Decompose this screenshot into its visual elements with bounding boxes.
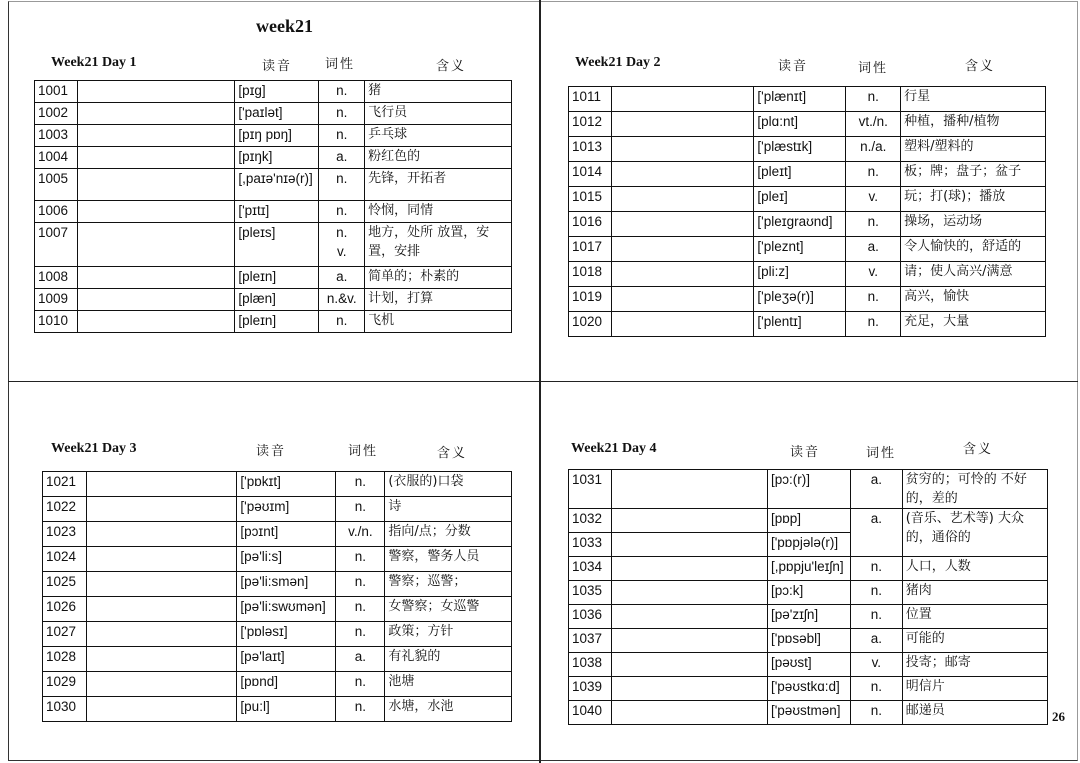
- meaning-cell: 玩；打(球)；播放: [901, 187, 1046, 212]
- pronunciation-cell: [,pɒpju'leɪʃn]: [767, 557, 850, 581]
- pronunciation-cell: ['pleɪgraʊnd]: [754, 212, 846, 237]
- table-row: [35, 147, 512, 169]
- meaning-cell: 塑料/塑料的: [901, 137, 1046, 162]
- pronunciation-cell: [pə'laɪt]: [237, 647, 336, 672]
- meaning-cell: 明信片: [902, 677, 1047, 701]
- day4-table: [568, 469, 1048, 725]
- part-of-speech-cell: n.: [846, 87, 901, 112]
- table-row: [35, 103, 512, 125]
- meaning-cell: 飞机: [365, 311, 512, 333]
- word-number: 1027: [43, 622, 87, 647]
- word-number: 1004: [35, 147, 78, 169]
- part-of-speech-cell: n.: [336, 572, 385, 597]
- pronunciation-cell: ['pɒpjələ(r)]: [767, 533, 850, 557]
- table-row: [569, 162, 1046, 187]
- part-of-speech-cell: n.: [850, 557, 902, 581]
- meaning-cell: 人口，人数: [902, 557, 1047, 581]
- table-row: [35, 201, 512, 223]
- table-row: [35, 81, 512, 103]
- part-of-speech-cell: n.: [336, 672, 385, 697]
- day4-col-mean: 含义: [963, 441, 994, 456]
- table-row: [569, 237, 1046, 262]
- meaning-cell: 女警察；女巡警: [385, 597, 512, 622]
- pronunciation-cell: [,paɪə'nɪə(r)]: [235, 169, 319, 201]
- day1-title: Week21 Day 1: [51, 55, 137, 70]
- part-of-speech-cell: n.: [319, 81, 365, 103]
- pronunciation-cell: ['pɪtɪ]: [235, 201, 319, 223]
- meaning-cell: 计划，打算: [365, 289, 512, 311]
- part-of-speech-cell: a.: [850, 509, 902, 557]
- word-number: 1034: [569, 557, 612, 581]
- meaning-cell: 有礼貌的: [385, 647, 512, 672]
- week-title: week21: [256, 16, 313, 36]
- meaning-cell: 池塘: [385, 672, 512, 697]
- word-blank-cell: [611, 557, 767, 581]
- pronunciation-cell: [pleɪt]: [754, 162, 846, 187]
- day1-col-mean: 含义: [436, 58, 467, 73]
- part-of-speech-cell: a.: [336, 647, 385, 672]
- word-blank-cell: [77, 201, 234, 223]
- day4-col-pron: 读音: [790, 444, 821, 459]
- word-number: 1031: [569, 470, 612, 509]
- word-number: 1026: [43, 597, 87, 622]
- part-of-speech-cell: n.: [336, 622, 385, 647]
- table-row: [43, 697, 512, 722]
- day2-col-pron: 读音: [778, 58, 809, 73]
- word-blank-cell: [611, 701, 767, 725]
- pronunciation-cell: ['paɪlət]: [235, 103, 319, 125]
- word-blank-cell: [611, 87, 754, 112]
- pronunciation-cell: [pəʊst]: [767, 653, 850, 677]
- day3-col-mean: 含义: [437, 445, 468, 460]
- word-blank-cell: [86, 647, 236, 672]
- part-of-speech-cell: a.: [319, 147, 365, 169]
- pronunciation-cell: [plɑ:nt]: [754, 112, 846, 137]
- part-of-speech-cell: n.: [336, 547, 385, 572]
- pronunciation-cell: [plæn]: [235, 289, 319, 311]
- day2-col-pos: 词性: [858, 60, 889, 75]
- table-row: [569, 137, 1046, 162]
- table-row: [569, 581, 1048, 605]
- pronunciation-cell: ['pleznt]: [754, 237, 846, 262]
- meaning-cell: 猪: [365, 81, 512, 103]
- word-blank-cell: [611, 533, 767, 557]
- word-blank-cell: [611, 187, 754, 212]
- table-row: [569, 212, 1046, 237]
- table-row: [43, 622, 512, 647]
- table-row: [569, 287, 1046, 312]
- pronunciation-cell: [pli:z]: [754, 262, 846, 287]
- word-blank-cell: [77, 147, 234, 169]
- meaning-cell: 邮递员: [902, 701, 1047, 725]
- meaning-cell: 先锋，开拓者: [365, 169, 512, 201]
- word-blank-cell: [77, 289, 234, 311]
- word-number: 1025: [43, 572, 87, 597]
- horizontal-divider: [8, 381, 1078, 382]
- day3-title: Week21 Day 3: [51, 441, 137, 456]
- part-of-speech-cell: n.: [336, 497, 385, 522]
- table-row: [569, 605, 1048, 629]
- word-number: 1016: [569, 212, 612, 237]
- pronunciation-cell: [pɔ:k]: [767, 581, 850, 605]
- meaning-cell: 行星: [901, 87, 1046, 112]
- part-of-speech-cell: n.: [319, 103, 365, 125]
- word-number: 1018: [569, 262, 612, 287]
- part-of-speech-cell: n.: [336, 597, 385, 622]
- table-row: [43, 672, 512, 697]
- table-row: [569, 557, 1048, 581]
- table-row: [569, 470, 1048, 509]
- table-row: [569, 653, 1048, 677]
- word-blank-cell: [86, 572, 236, 597]
- day1-table: [34, 80, 512, 333]
- table-row: [43, 472, 512, 497]
- word-blank-cell: [611, 470, 767, 509]
- part-of-speech-cell: n.: [846, 162, 901, 187]
- word-blank-cell: [86, 522, 236, 547]
- table-row: [569, 112, 1046, 137]
- table-row: [35, 267, 512, 289]
- word-number: 1036: [569, 605, 612, 629]
- part-of-speech-cell: n. v.: [319, 223, 365, 267]
- part-of-speech-cell: n.: [850, 677, 902, 701]
- day1-col-pos: 词性: [325, 56, 356, 71]
- meaning-cell: 投寄；邮寄: [902, 653, 1047, 677]
- word-blank-cell: [611, 605, 767, 629]
- part-of-speech-cell: n.: [850, 701, 902, 725]
- table-row: [569, 629, 1048, 653]
- word-blank-cell: [611, 137, 754, 162]
- word-number: 1005: [35, 169, 78, 201]
- word-number: 1008: [35, 267, 78, 289]
- part-of-speech-cell: n.: [336, 472, 385, 497]
- word-number: 1030: [43, 697, 87, 722]
- part-of-speech-cell: n.: [846, 287, 901, 312]
- word-blank-cell: [611, 509, 767, 533]
- word-number: 1032: [569, 509, 612, 533]
- day3-col-pron: 读音: [256, 443, 287, 458]
- table-row: [569, 262, 1046, 287]
- word-blank-cell: [611, 162, 754, 187]
- word-number: 1006: [35, 201, 78, 223]
- word-number: 1017: [569, 237, 612, 262]
- table-row: [35, 311, 512, 333]
- table-row: [35, 289, 512, 311]
- meaning-cell: 粉红色的: [365, 147, 512, 169]
- table-row: [43, 547, 512, 572]
- table-row: [569, 677, 1048, 701]
- word-number: 1028: [43, 647, 87, 672]
- part-of-speech-cell: v.: [846, 187, 901, 212]
- meaning-cell: 令人愉快的，舒适的: [901, 237, 1046, 262]
- word-blank-cell: [77, 169, 234, 201]
- pronunciation-cell: ['pəʊɪm]: [237, 497, 336, 522]
- pronunciation-cell: [pə'li:smən]: [237, 572, 336, 597]
- pronunciation-cell: [pɪŋk]: [235, 147, 319, 169]
- meaning-cell: 位置: [902, 605, 1047, 629]
- meaning-cell: 怜悯，同情: [365, 201, 512, 223]
- meaning-cell: 飞行员: [365, 103, 512, 125]
- word-number: 1024: [43, 547, 87, 572]
- meaning-cell: 贫穷的；可怜的 不好的，差的: [902, 470, 1047, 509]
- word-blank-cell: [611, 677, 767, 701]
- meaning-cell: 种植，播种/植物: [901, 112, 1046, 137]
- meaning-cell: 板；牌；盘子；盆子: [901, 162, 1046, 187]
- word-blank-cell: [77, 311, 234, 333]
- table-row: [569, 509, 1048, 533]
- word-number: 1015: [569, 187, 612, 212]
- word-number: 1014: [569, 162, 612, 187]
- part-of-speech-cell: vt./n.: [846, 112, 901, 137]
- pronunciation-cell: ['pɒləsɪ]: [237, 622, 336, 647]
- part-of-speech-cell: n.: [319, 311, 365, 333]
- meaning-cell: 诗: [385, 497, 512, 522]
- meaning-cell: 可能的: [902, 629, 1047, 653]
- pronunciation-cell: ['pəʊstmən]: [767, 701, 850, 725]
- part-of-speech-cell: v.: [846, 262, 901, 287]
- table-row: [569, 87, 1046, 112]
- word-blank-cell: [86, 472, 236, 497]
- word-blank-cell: [77, 223, 234, 267]
- word-blank-cell: [86, 597, 236, 622]
- part-of-speech-cell: n.: [319, 125, 365, 147]
- table-row: [43, 647, 512, 672]
- word-blank-cell: [611, 581, 767, 605]
- part-of-speech-cell: a.: [319, 267, 365, 289]
- word-blank-cell: [77, 81, 234, 103]
- table-row: [569, 701, 1048, 725]
- word-blank-cell: [611, 629, 767, 653]
- pronunciation-cell: [pleɪn]: [235, 311, 319, 333]
- day1-col-pron: 读音: [262, 58, 293, 73]
- part-of-speech-cell: n.: [850, 605, 902, 629]
- word-number: 1019: [569, 287, 612, 312]
- meaning-cell: 简单的；朴素的: [365, 267, 512, 289]
- word-blank-cell: [611, 653, 767, 677]
- word-number: 1023: [43, 522, 87, 547]
- word-number: 1038: [569, 653, 612, 677]
- part-of-speech-cell: n.: [319, 169, 365, 201]
- pronunciation-cell: [pleɪn]: [235, 267, 319, 289]
- pronunciation-cell: [pɔɪnt]: [237, 522, 336, 547]
- word-blank-cell: [611, 112, 754, 137]
- day2-title: Week21 Day 2: [575, 55, 661, 70]
- day4-col-pos: 词性: [866, 445, 897, 460]
- page-number: 26: [1052, 709, 1065, 724]
- day4-title: Week21 Day 4: [571, 441, 657, 456]
- pronunciation-cell: ['pleʒə(r)]: [754, 287, 846, 312]
- word-number: 1020: [569, 312, 612, 337]
- pronunciation-cell: [pɪg]: [235, 81, 319, 103]
- meaning-cell: 警察；巡警；: [385, 572, 512, 597]
- part-of-speech-cell: n.: [319, 201, 365, 223]
- meaning-cell: 警察，警务人员: [385, 547, 512, 572]
- table-row: [35, 125, 512, 147]
- word-number: 1033: [569, 533, 612, 557]
- meaning-cell: 乒乓球: [365, 125, 512, 147]
- table-row: [569, 312, 1046, 337]
- part-of-speech-cell: a.: [850, 470, 902, 509]
- part-of-speech-cell: a.: [846, 237, 901, 262]
- part-of-speech-cell: n.: [850, 581, 902, 605]
- meaning-cell: 高兴，愉快: [901, 287, 1046, 312]
- word-blank-cell: [611, 237, 754, 262]
- pronunciation-cell: [pleɪ]: [754, 187, 846, 212]
- pronunciation-cell: ['pɒkɪt]: [237, 472, 336, 497]
- table-row: [35, 223, 512, 267]
- part-of-speech-cell: n.&v.: [319, 289, 365, 311]
- word-number: 1029: [43, 672, 87, 697]
- day3-table: [42, 471, 512, 722]
- part-of-speech-cell: v.: [850, 653, 902, 677]
- word-blank-cell: [86, 697, 236, 722]
- day2-table: [568, 86, 1046, 337]
- part-of-speech-cell: a.: [850, 629, 902, 653]
- pronunciation-cell: [pɒp]: [767, 509, 850, 533]
- word-number: 1010: [35, 311, 78, 333]
- meaning-cell: 操场，运动场: [901, 212, 1046, 237]
- pronunciation-cell: [pɔ:(r)]: [767, 470, 850, 509]
- word-number: 1039: [569, 677, 612, 701]
- table-row: [35, 169, 512, 201]
- meaning-cell: 猪肉: [902, 581, 1047, 605]
- pronunciation-cell: ['pəʊstkɑ:d]: [767, 677, 850, 701]
- table-row: [43, 497, 512, 522]
- day3-col-pos: 词性: [348, 443, 379, 458]
- word-number: 1009: [35, 289, 78, 311]
- word-number: 1037: [569, 629, 612, 653]
- word-number: 1035: [569, 581, 612, 605]
- word-number: 1040: [569, 701, 612, 725]
- word-blank-cell: [86, 672, 236, 697]
- word-blank-cell: [86, 547, 236, 572]
- pronunciation-cell: [pɒnd]: [237, 672, 336, 697]
- table-row: [569, 187, 1046, 212]
- word-number: 1021: [43, 472, 87, 497]
- word-number: 1002: [35, 103, 78, 125]
- meaning-cell: 政策；方针: [385, 622, 512, 647]
- pronunciation-cell: [pə'zɪʃn]: [767, 605, 850, 629]
- meaning-cell: 水塘，水池: [385, 697, 512, 722]
- pronunciation-cell: [pleɪs]: [235, 223, 319, 267]
- word-blank-cell: [77, 103, 234, 125]
- table-row: [43, 597, 512, 622]
- word-blank-cell: [611, 287, 754, 312]
- word-blank-cell: [611, 312, 754, 337]
- part-of-speech-cell: n.: [336, 697, 385, 722]
- word-blank-cell: [77, 125, 234, 147]
- word-number: 1013: [569, 137, 612, 162]
- word-blank-cell: [611, 262, 754, 287]
- word-blank-cell: [77, 267, 234, 289]
- pronunciation-cell: [pə'li:s]: [237, 547, 336, 572]
- word-number: 1012: [569, 112, 612, 137]
- word-number: 1022: [43, 497, 87, 522]
- day2-col-mean: 含义: [965, 58, 996, 73]
- table-row: [43, 572, 512, 597]
- meaning-cell: 指向/点；分数: [385, 522, 512, 547]
- part-of-speech-cell: n.: [846, 212, 901, 237]
- meaning-cell: (衣服的)口袋: [385, 472, 512, 497]
- pronunciation-cell: ['plentɪ]: [754, 312, 846, 337]
- pronunciation-cell: [pə'li:swʊmən]: [237, 597, 336, 622]
- pronunciation-cell: ['plænɪt]: [754, 87, 846, 112]
- part-of-speech-cell: n.: [846, 312, 901, 337]
- pronunciation-cell: [pu:l]: [237, 697, 336, 722]
- pronunciation-cell: ['plæstɪk]: [754, 137, 846, 162]
- word-number: 1003: [35, 125, 78, 147]
- meaning-cell: (音乐、艺术等) 大众的，通俗的: [902, 509, 1047, 557]
- part-of-speech-cell: n./a.: [846, 137, 901, 162]
- word-blank-cell: [86, 497, 236, 522]
- table-row: [43, 522, 512, 547]
- word-blank-cell: [611, 212, 754, 237]
- word-number: 1007: [35, 223, 78, 267]
- word-number: 1011: [569, 87, 612, 112]
- word-number: 1001: [35, 81, 78, 103]
- pronunciation-cell: [pɪŋ pɒŋ]: [235, 125, 319, 147]
- word-blank-cell: [86, 622, 236, 647]
- meaning-cell: 地方，处所 放置，安置，安排: [365, 223, 512, 267]
- meaning-cell: 充足，大量: [901, 312, 1046, 337]
- part-of-speech-cell: v./n.: [336, 522, 385, 547]
- pronunciation-cell: ['pɒsəbl]: [767, 629, 850, 653]
- meaning-cell: 请；使人高兴/满意: [901, 262, 1046, 287]
